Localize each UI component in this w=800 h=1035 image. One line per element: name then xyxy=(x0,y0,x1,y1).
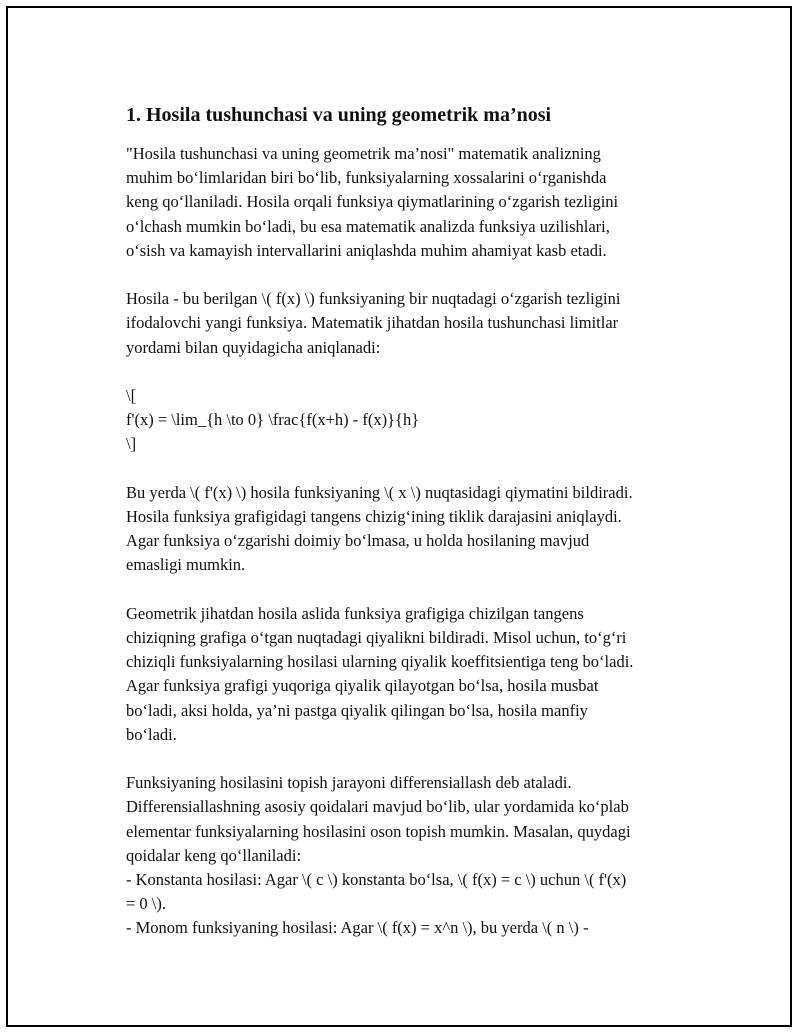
document-body xyxy=(126,103,698,965)
formula-line: \[ xyxy=(126,386,137,405)
formula-block xyxy=(126,384,698,457)
text-line: muhim bo‘limlaridan biri bo‘lib, funksiyalarning xossalarini o‘rganishda xyxy=(126,168,607,188)
text-line: chiziqning grafiga o‘tgan nuqtadagi qiyalikni bildiradi. Misol uchun, to‘g‘ri xyxy=(126,628,627,647)
text-line: "Hosila tushunchasi va uning geometrik ma’nosi" matematik analizning xyxy=(126,144,601,163)
text-line: yordami bilan quyidagicha aniqlanadi: xyxy=(126,337,381,357)
text-line: Agar funksiya o‘zgarishi doimiy bo‘lmasa, u holda hosilaning mavjud xyxy=(126,531,590,551)
text-line: Agar funksiya grafigi yuqoriga qiyalik qilayotgan bo‘lsa, hosila musbat xyxy=(126,676,599,696)
page-frame xyxy=(6,6,792,1027)
text-line: Geometrik jihatdan hosila aslida funksiya grafigiga chizilgan tangens xyxy=(126,603,584,623)
text-line: elementar funksiyalarning hosilasini oson topish mumkin. Masalan, quydagi xyxy=(126,821,631,841)
text-line: emasligi mumkin. xyxy=(126,555,246,575)
text-line: o‘sish va kamayish intervallarini aniqlashda muhim ahamiyat kasb etadi. xyxy=(126,240,607,260)
paragraph-definition xyxy=(126,287,698,360)
formula-line: \] xyxy=(126,434,137,454)
text-line: Differensiallashning asosiy qoidalari mavjud bo‘lib, ular yordamida ko‘plab xyxy=(126,797,629,817)
text-line: bo‘ladi. xyxy=(126,724,177,744)
text-line: Bu yerda \( f'(x) \) hosila funksiyaning \( x \) nuqtasidagi qiymatini bildiradi. xyxy=(126,482,633,502)
page-title: 1. Hosila tushunchasi va uning geometrik ma’nosi xyxy=(126,104,552,126)
list-item-line: - Konstanta hosilasi: Agar \( c \) konstanta bo‘lsa, \( f(x) = c \) uchun \( f'(x) xyxy=(126,870,627,890)
text-line: keng qo‘llaniladi. Hosila orqali funksiya qiymatlarining o‘zgarish tezligini xyxy=(126,192,619,212)
list-item-line: = 0 \). xyxy=(126,894,167,914)
text-line: Hosila funksiya grafigidagi tangens chizig‘ining tiklik darajasini aniqlaydi. xyxy=(126,507,622,526)
list-item-line: - Monom funksiyaning hosilasi: Agar \( f(x) = x^n \), bu yerda \( n \) - xyxy=(126,918,589,938)
paragraph-differentiation xyxy=(126,771,698,940)
formula-line: f'(x) = \lim_{h \to 0} \frac{f(x+h) - f(x)}{h} xyxy=(126,410,420,430)
text-line: Funksiyaning hosilasini topish jarayoni differensiallash deb ataladi. xyxy=(126,773,572,793)
text-line: o‘lchash mumkin bo‘ladi, bu esa matematik analizda funksiya uzilishlari, xyxy=(126,216,610,236)
text-line: chiziqli funksiyalarning hosilasi ularning qiyalik koeffitsientiga teng bo‘ladi. xyxy=(126,652,634,672)
paragraph-intro xyxy=(126,142,698,263)
text-line: Hosila - bu berilgan \( f(x) \) funksiyaning bir nuqtadagi o‘zgarish tezligini xyxy=(126,289,621,309)
paragraph-explanation xyxy=(126,481,698,578)
text-line: bo‘ladi, aksi holda, ya’ni pastga qiyalik qilingan bo‘lsa, hosila manfiy xyxy=(126,700,588,720)
text-line: ifodalovchi yangi funksiya. Matematik jihatdan hosila tushunchasi limitlar xyxy=(126,313,619,333)
text-line: qoidalar keng qo‘llaniladi: xyxy=(126,845,302,865)
paragraph-geometric xyxy=(126,602,698,747)
